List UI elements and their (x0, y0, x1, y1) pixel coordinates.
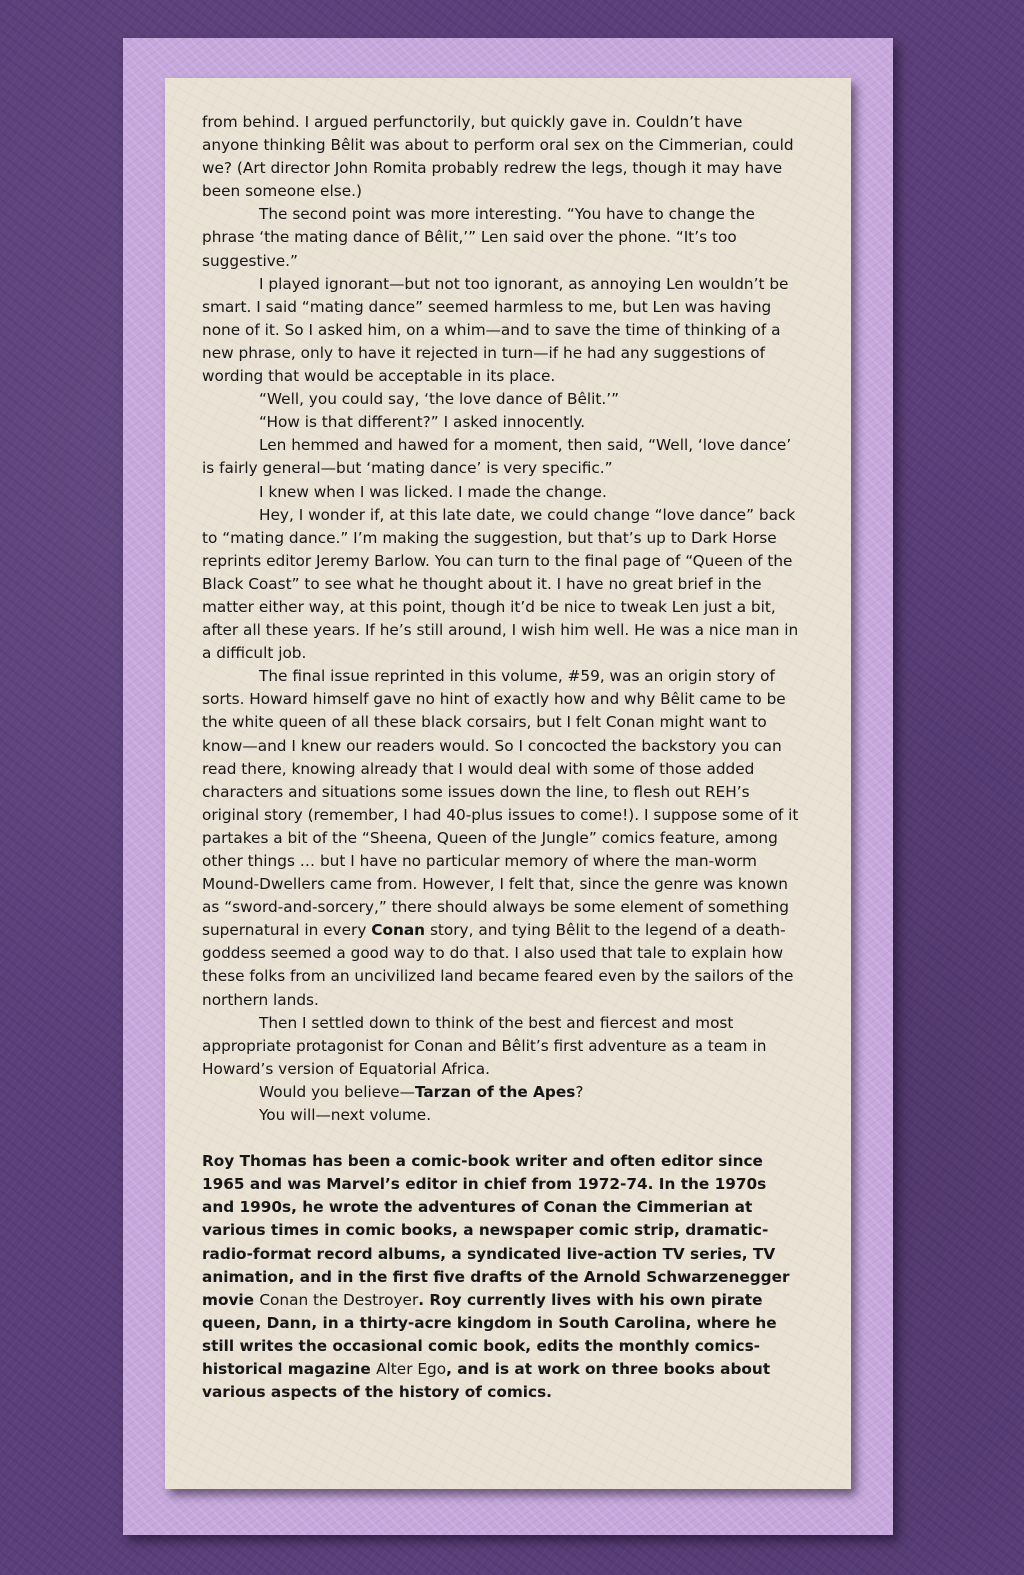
paragraph-2: The second point was more interesting. “You have to change the phrase ‘the mating dance of Bêlit,’” Len said over the phone. “It’s too suggestive.” (202, 205, 755, 270)
paragraph-3: I played ignorant—but not too ignorant, as annoying Len wouldn’t be smart. I said “mating dance” seemed harmless to me, but Len was having none of it. So I asked him, on a whim—and to save the time of thinking of a new phrase, only to have it rejected in turn—if he had any suggestions of wording that would be acceptable in its place. (202, 274, 789, 386)
paragraph-9-start: The final issue reprinted in this volume, #59, was an origin story of sorts. Howard himself gave no hint of exactly how and why Bêlit came to be the white queen of all these black corsairs, but I felt Conan might want to know—and I knew our readers would. So I concocted the backstory you can read there, knowing already that I would deal with some of those added characters and situations some issues down the line, to flesh out REH’s original story (remember, I had 40-plus issues to come!). I suppose some of it partakes a bit of the “Sheena, Queen of the Jungle” comics feature, among other things … but I have no particular memory of where the man-worm Mound-Dwellers came from. However, I felt that, since the genre was known as “sword-and-sorcery,” there should always be some element of something supernatural in every (202, 667, 799, 940)
paragraph-5: “How is that different?” I asked innocently. (259, 413, 586, 432)
bio-part-3: , and is at work on three books about various aspects of the history of comics. (202, 1359, 771, 1402)
paragraph-11-start: Would you believe— (259, 1082, 415, 1101)
conan-title: Conan (371, 921, 426, 940)
paragraph-8: Hey, I wonder if, at this late date, we could change “love dance” back to “mating dance.” I’m making the suggestion, but that’s up to Dark Horse reprints editor Jeremy Barlow. You can turn to the final page of “Queen of the Black Coast” to see what he thought about it. I have no great brief in the matter either way, at this point, though it’d be nice to tweak Len just a bit, after all these years. If he’s still around, I wish him well. He was a nice man in a difficult job. (202, 505, 799, 663)
paragraph-10: Then I settled down to think of the best and fiercest and most appropriate protagonist for Conan and Bêlit’s first adventure as a team in Howard’s version of Equatorial Africa. (202, 1013, 767, 1078)
paragraph-11-end: ? (575, 1082, 584, 1101)
tarzan-title: Tarzan of the Apes (414, 1082, 576, 1101)
paragraph-9-end: story, and tying Bêlit to the legend of a death-goddess seemed a good way to do that. I also used that tale to explain how these folks from an uncivilized land became feared even by the sailors of the northern lands. (202, 921, 794, 1009)
paragraph-7: I knew when I was licked. I made the change. (259, 482, 607, 501)
bio-part-2: . Roy currently lives with his own pirate queen, Dann, in a thirty-acre kingdom in South Carolina, where he still writes the occasional comic book, edits the monthly comics-historical magazine (202, 1290, 777, 1378)
paragraph-6: Len hemmed and hawed for a moment, then said, “Well, ‘love dance’ is fairly general—but ‘mating dance’ is very specific.” (202, 436, 792, 478)
text-page (165, 78, 851, 1489)
bio-title-alter-ego: Alter Ego (376, 1359, 447, 1378)
paragraph-12: You will—next volume. (259, 1106, 432, 1125)
paragraph-1: from behind. I argued perfunctorily, but quickly gave in. Couldn’t have anyone thinking Bêlit was about to perform oral sex on the Cimmerian, could we? (Art director John Romita probably redrew the legs, though it may have been someone else.) (202, 113, 794, 201)
bio-title-conan-the-destroyer: Conan the Destroyer (259, 1290, 419, 1309)
paragraph-11 (202, 1081, 799, 1104)
bio-part-1: Roy Thomas has been a comic-book writer and often editor since 1965 and was Marvel’s editor in chief from 1972-74. In the 1970s and 1990s, he wrote the adventures of Conan the Cimmerian at various times in comic books, a newspaper comic strip, dramatic-radio-format record albums, a syndicated live-action TV series, TV animation, and in the first five drafts of the Arnold Schwarzenegger movie (202, 1152, 790, 1309)
article-body (202, 111, 799, 1127)
author-bio (202, 1150, 799, 1404)
paragraph-9 (202, 665, 799, 1011)
paragraph-4: “Well, you could say, ‘the love dance of Bêlit.’” (259, 390, 620, 409)
